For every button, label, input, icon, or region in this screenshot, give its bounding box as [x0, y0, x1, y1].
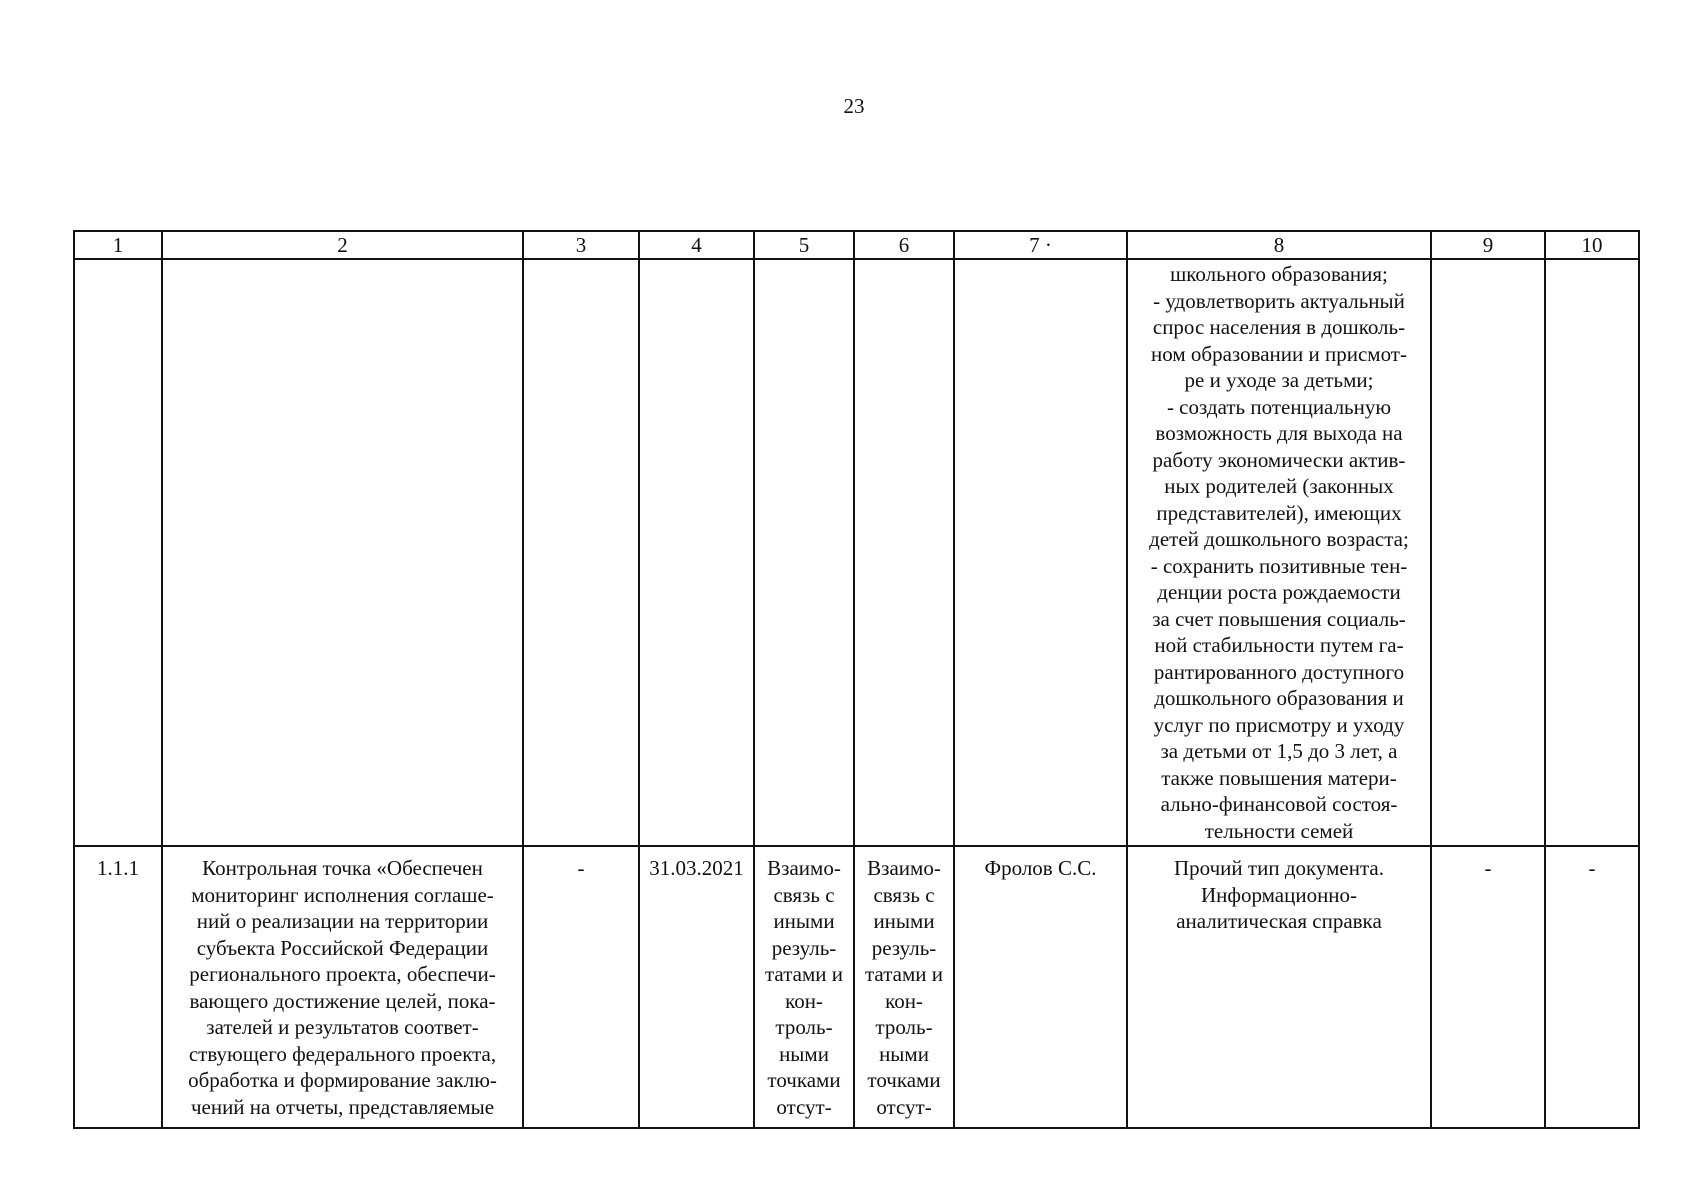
- table-row-continuation: [74, 259, 1639, 846]
- cell-empty: [954, 259, 1127, 846]
- text-line: связь с: [773, 882, 835, 907]
- text-line: ными: [879, 1041, 929, 1066]
- cell-col9: -: [1431, 846, 1545, 1128]
- text-line: ной стабильности путем га-: [1154, 633, 1404, 657]
- cell-control-point-name: [162, 846, 523, 1128]
- text-line: ре и уходе за детьми;: [1184, 368, 1374, 392]
- text-line: связь с: [873, 882, 935, 907]
- table-header-row: [74, 231, 1639, 259]
- text-line: резуль-: [871, 935, 937, 960]
- column-number-2: 2: [162, 231, 523, 259]
- text-line: - удовлетворить актуальный: [1153, 288, 1405, 313]
- table-row-1-1-1: [74, 846, 1639, 1128]
- text-line: - сохранить позитивные тен-: [1150, 553, 1408, 578]
- cell-result-description: [1127, 259, 1431, 846]
- text-line: услуг по присмотру и уходу: [1153, 712, 1405, 737]
- text-line: татами и: [765, 962, 843, 986]
- cell-col3: -: [523, 846, 639, 1128]
- column-number-4: 4: [639, 231, 754, 259]
- text-line: представителей), имеющих: [1156, 500, 1402, 525]
- text-line: ных родителей (законных: [1164, 474, 1394, 498]
- column-number-1: 1: [74, 231, 162, 259]
- cell-empty: [854, 259, 954, 846]
- cell-empty: [74, 259, 162, 846]
- column-number-10: 10: [1545, 231, 1639, 259]
- page-number: 23: [843, 94, 865, 118]
- text-line: татами и: [865, 962, 943, 986]
- text-line: дошкольного образования и: [1154, 686, 1404, 710]
- cell-empty: [639, 259, 754, 846]
- cell-empty: [1545, 259, 1639, 846]
- text-line: Взаимо-: [767, 856, 841, 880]
- text-line: детей дошкольного возраста;: [1149, 527, 1409, 551]
- text-line: ний о реализации на территории: [196, 909, 489, 933]
- column-number-9: 9: [1431, 231, 1545, 259]
- column-number-5: 5: [754, 231, 854, 259]
- cell-col5-relation: [754, 846, 854, 1128]
- text-line: троль-: [775, 1015, 833, 1039]
- text-line: обработка и формирование заклю-: [188, 1068, 497, 1092]
- text-line: Контрольная точка «Обеспечен: [202, 856, 483, 880]
- text-line: зателей и результатов соответ-: [206, 1015, 479, 1039]
- text-line: субъекта Российской Федерации: [196, 935, 489, 960]
- text-line: за детьми от 1,5 до 3 лет, а: [1160, 739, 1398, 763]
- column-number-6: 6: [854, 231, 954, 259]
- cell-empty: [523, 259, 639, 846]
- text-line: кон-: [885, 988, 923, 1013]
- text-line: резуль-: [771, 935, 837, 960]
- text-line: чений на отчеты, представляемые: [190, 1094, 495, 1119]
- text-line: рантированного доступного: [1153, 659, 1405, 684]
- text-line: Взаимо-: [867, 856, 941, 880]
- text-line: ном образовании и присмот-: [1151, 341, 1407, 366]
- text-line: тельности семей: [1204, 818, 1354, 843]
- text-line: вающего достижение целей, пока-: [189, 988, 496, 1013]
- text-line: кон-: [785, 988, 823, 1013]
- text-line: школьного образования;: [1170, 262, 1388, 286]
- text-line: ально-финансовой состоя-: [1160, 792, 1398, 816]
- text-line: Прочий тип документа.: [1174, 856, 1384, 880]
- cell-col6-relation: [854, 846, 954, 1128]
- text-line: - создать потенциальную: [1166, 394, 1392, 419]
- text-line: точками: [867, 1068, 941, 1092]
- text-line: аналитическая справка: [1176, 909, 1382, 933]
- text-line: регионального проекта, обеспечи-: [189, 962, 496, 986]
- text-line: ствующего федерального проекта,: [188, 1041, 497, 1066]
- cell-row-number: 1.1.1: [74, 846, 162, 1128]
- text-line: ными: [779, 1041, 829, 1066]
- text-line: работу экономически актив-: [1152, 447, 1406, 472]
- cell-responsible: Фролов С.С.: [954, 846, 1127, 1128]
- text-line: спрос населения в дошколь-: [1152, 315, 1406, 339]
- text-line: за счет повышения социаль-: [1152, 606, 1406, 631]
- text-line: мониторинг исполнения соглаше-: [191, 882, 494, 907]
- text-line: троль-: [875, 1015, 933, 1039]
- text-line: точками: [767, 1068, 841, 1092]
- text-line: иными: [873, 909, 935, 933]
- text-line: иными: [773, 909, 835, 933]
- cell-empty: [162, 259, 523, 846]
- cell-col10: -: [1545, 846, 1639, 1128]
- text-line: возможность для выхода на: [1155, 421, 1403, 445]
- column-number-8: 8: [1127, 231, 1431, 259]
- text-line: также повышения матери-: [1161, 765, 1397, 790]
- cell-empty: [754, 259, 854, 846]
- text-line: денции роста рождаемости: [1157, 580, 1401, 604]
- text-line: Информационно-: [1200, 882, 1358, 907]
- cell-document-type: [1127, 846, 1431, 1128]
- cell-date: 31.03.2021: [639, 846, 754, 1128]
- text-line: отсут-: [776, 1094, 832, 1119]
- column-number-3: 3: [523, 231, 639, 259]
- cell-empty: [1431, 259, 1545, 846]
- plan-table: [73, 230, 1640, 1129]
- column-number-7: 7 ·: [954, 231, 1127, 259]
- text-line: отсут-: [876, 1094, 932, 1119]
